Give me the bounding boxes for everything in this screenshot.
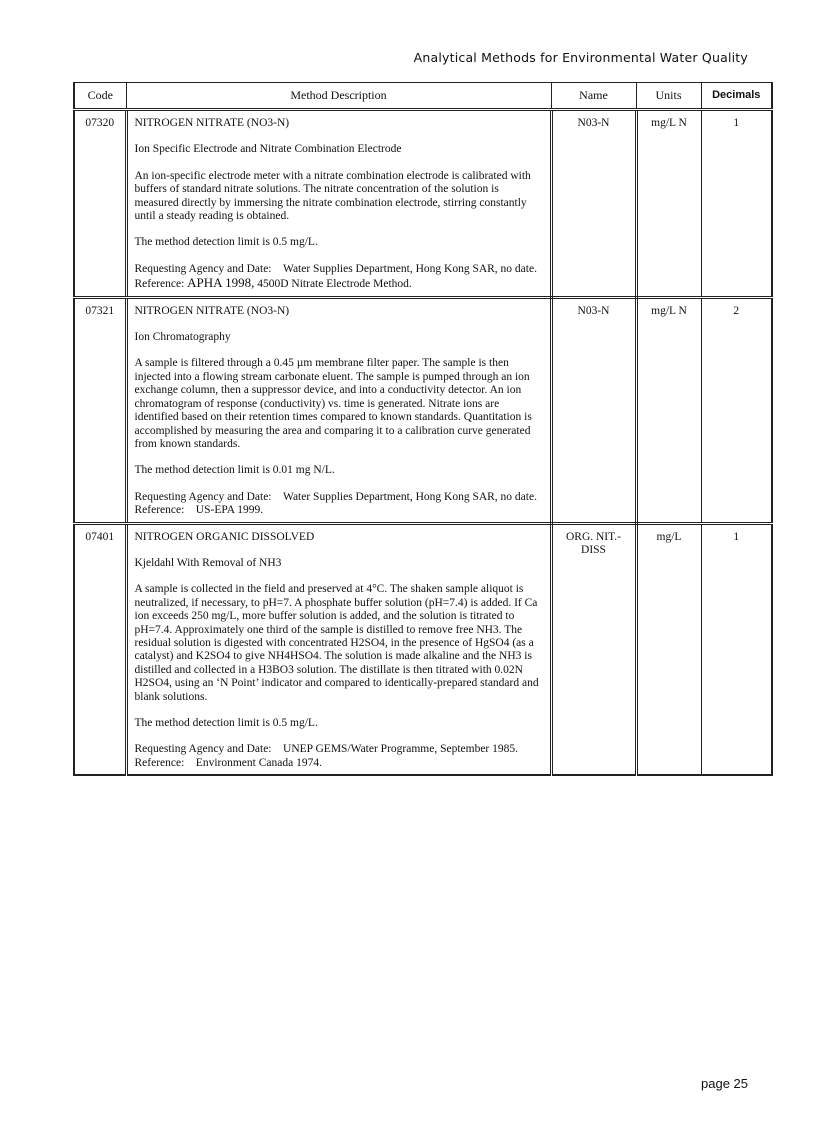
method-paragraph: A sample is collected in the field and preserved at 4°C. The shaken sample aliquot is neutralized, if necessary, to pH=7. A phosphate buffer solution (pH=7.4) is added. If Ca ion exceeds 250 mg/L, more buffer solution is added, and the solution is titrated to pH=7.4. Approximately one third of the sample is distilled to remove free NH3. The residual solution is digested with concentrated H2SO4, in the presence of HgSO4 (as a catalyst) and K2SO4 to give NH4HSO4. The solution is made alkaline and the NH3 is distilled and collected in a H3BO3 solution. The distillate is then titrated with 0.02N H2SO4, using an ‘N Point’ indicator and compared to identically-prepared standard and blank solutions. xyxy=(134,583,539,703)
method-code: 07320 xyxy=(74,110,126,298)
table-row xyxy=(74,110,772,298)
detection-limit: The method detection limit is 0.5 mg/L. xyxy=(134,717,318,729)
method-subtitle: Ion Chromatography xyxy=(134,331,231,344)
agency-label: Requesting Agency and Date: xyxy=(134,490,272,503)
reference-value-b: 4500D Nitrate Electrode Method. xyxy=(257,278,412,291)
detection-limit: The method detection limit is 0.01 mg N/L. xyxy=(134,464,335,477)
method-decimals: 1 xyxy=(701,110,772,298)
method-name: N03-N xyxy=(551,297,636,523)
column-header-code: Code xyxy=(74,83,126,110)
method-title: NITROGEN NITRATE (NO3-N) xyxy=(134,304,290,317)
agency-value: UNEP GEMS/Water Programme, September 1985. xyxy=(283,743,519,756)
method-paragraph: A sample is filtered through a 0.45 µm membrane filter paper. The sample is then injected into a flowing stream carbonate eluent. The sample is pumped through an ion exchange column, then a suppressor device, and into a conductivity detector. An ion chromatogram of response (conductivity) vs. time is generated. Nitrate ions are identified based on their retention times compared to known standards. Quantitation is accomplished by measuring the area and comparing it to a calibration curve generated from known standards. xyxy=(134,357,532,450)
column-header-description: Method Description xyxy=(126,83,551,110)
method-title: NITROGEN NITRATE (NO3-N) xyxy=(134,117,290,129)
method-decimals: 1 xyxy=(701,523,772,775)
method-subtitle: Ion Specific Electrode and Nitrate Combination Electrode xyxy=(134,143,402,156)
reference-value: Environment Canada 1974. xyxy=(195,756,322,769)
agency-label: Requesting Agency and Date: xyxy=(134,262,272,275)
page-number: page 25 xyxy=(701,1076,748,1091)
agency-value: Water Supplies Department, Hong Kong SAR, no date. xyxy=(283,490,537,503)
method-description xyxy=(126,523,551,775)
method-name: ORG. NIT.- DISS xyxy=(551,523,636,775)
methods-table xyxy=(73,82,773,776)
reference-label: Reference: xyxy=(134,278,185,291)
method-paragraph: An ion-specific electrode meter with a nitrate combination electrode is calibrated with buffers of standard nitrate solutions. The nitrate concentration of the solution is measured directly by immersing the nitrate combination electrode, stirring constantly until a steady reading is obtained. xyxy=(134,169,531,223)
agency-reference xyxy=(135,743,545,770)
detection-limit: The method detection limit is 0.5 mg/L. xyxy=(134,236,318,249)
agency-label: Requesting Agency and Date: xyxy=(134,743,272,756)
method-title: NITROGEN ORGANIC DISSOLVED xyxy=(134,530,315,543)
column-header-decimals: Decimals xyxy=(701,83,772,110)
method-description xyxy=(126,110,551,298)
column-header-units: Units xyxy=(636,83,701,110)
reference-value-a: APHA 1998, xyxy=(187,275,255,291)
method-name: N03-N xyxy=(551,110,636,298)
running-header: Analytical Methods for Environmental Water Quality xyxy=(413,50,748,65)
agency-reference xyxy=(135,491,545,518)
method-units: mg/L N xyxy=(636,110,701,298)
column-header-name: Name xyxy=(551,83,636,110)
method-decimals: 2 xyxy=(701,297,772,523)
method-code: 07401 xyxy=(74,523,126,775)
method-code: 07321 xyxy=(74,297,126,523)
method-units: mg/L xyxy=(636,523,701,775)
method-units: mg/L N xyxy=(636,297,701,523)
agency-value: Water Supplies Department, Hong Kong SAR, no date. xyxy=(283,262,537,275)
method-description xyxy=(126,297,551,523)
reference-label: Reference: xyxy=(134,504,185,517)
table-header-row xyxy=(74,83,772,110)
agency-reference xyxy=(135,263,545,292)
table-row xyxy=(74,297,772,523)
reference-value: US-EPA 1999. xyxy=(195,504,264,517)
table-row xyxy=(74,523,772,775)
method-subtitle: Kjeldahl With Removal of NH3 xyxy=(134,556,282,569)
reference-label: Reference: xyxy=(134,756,185,769)
